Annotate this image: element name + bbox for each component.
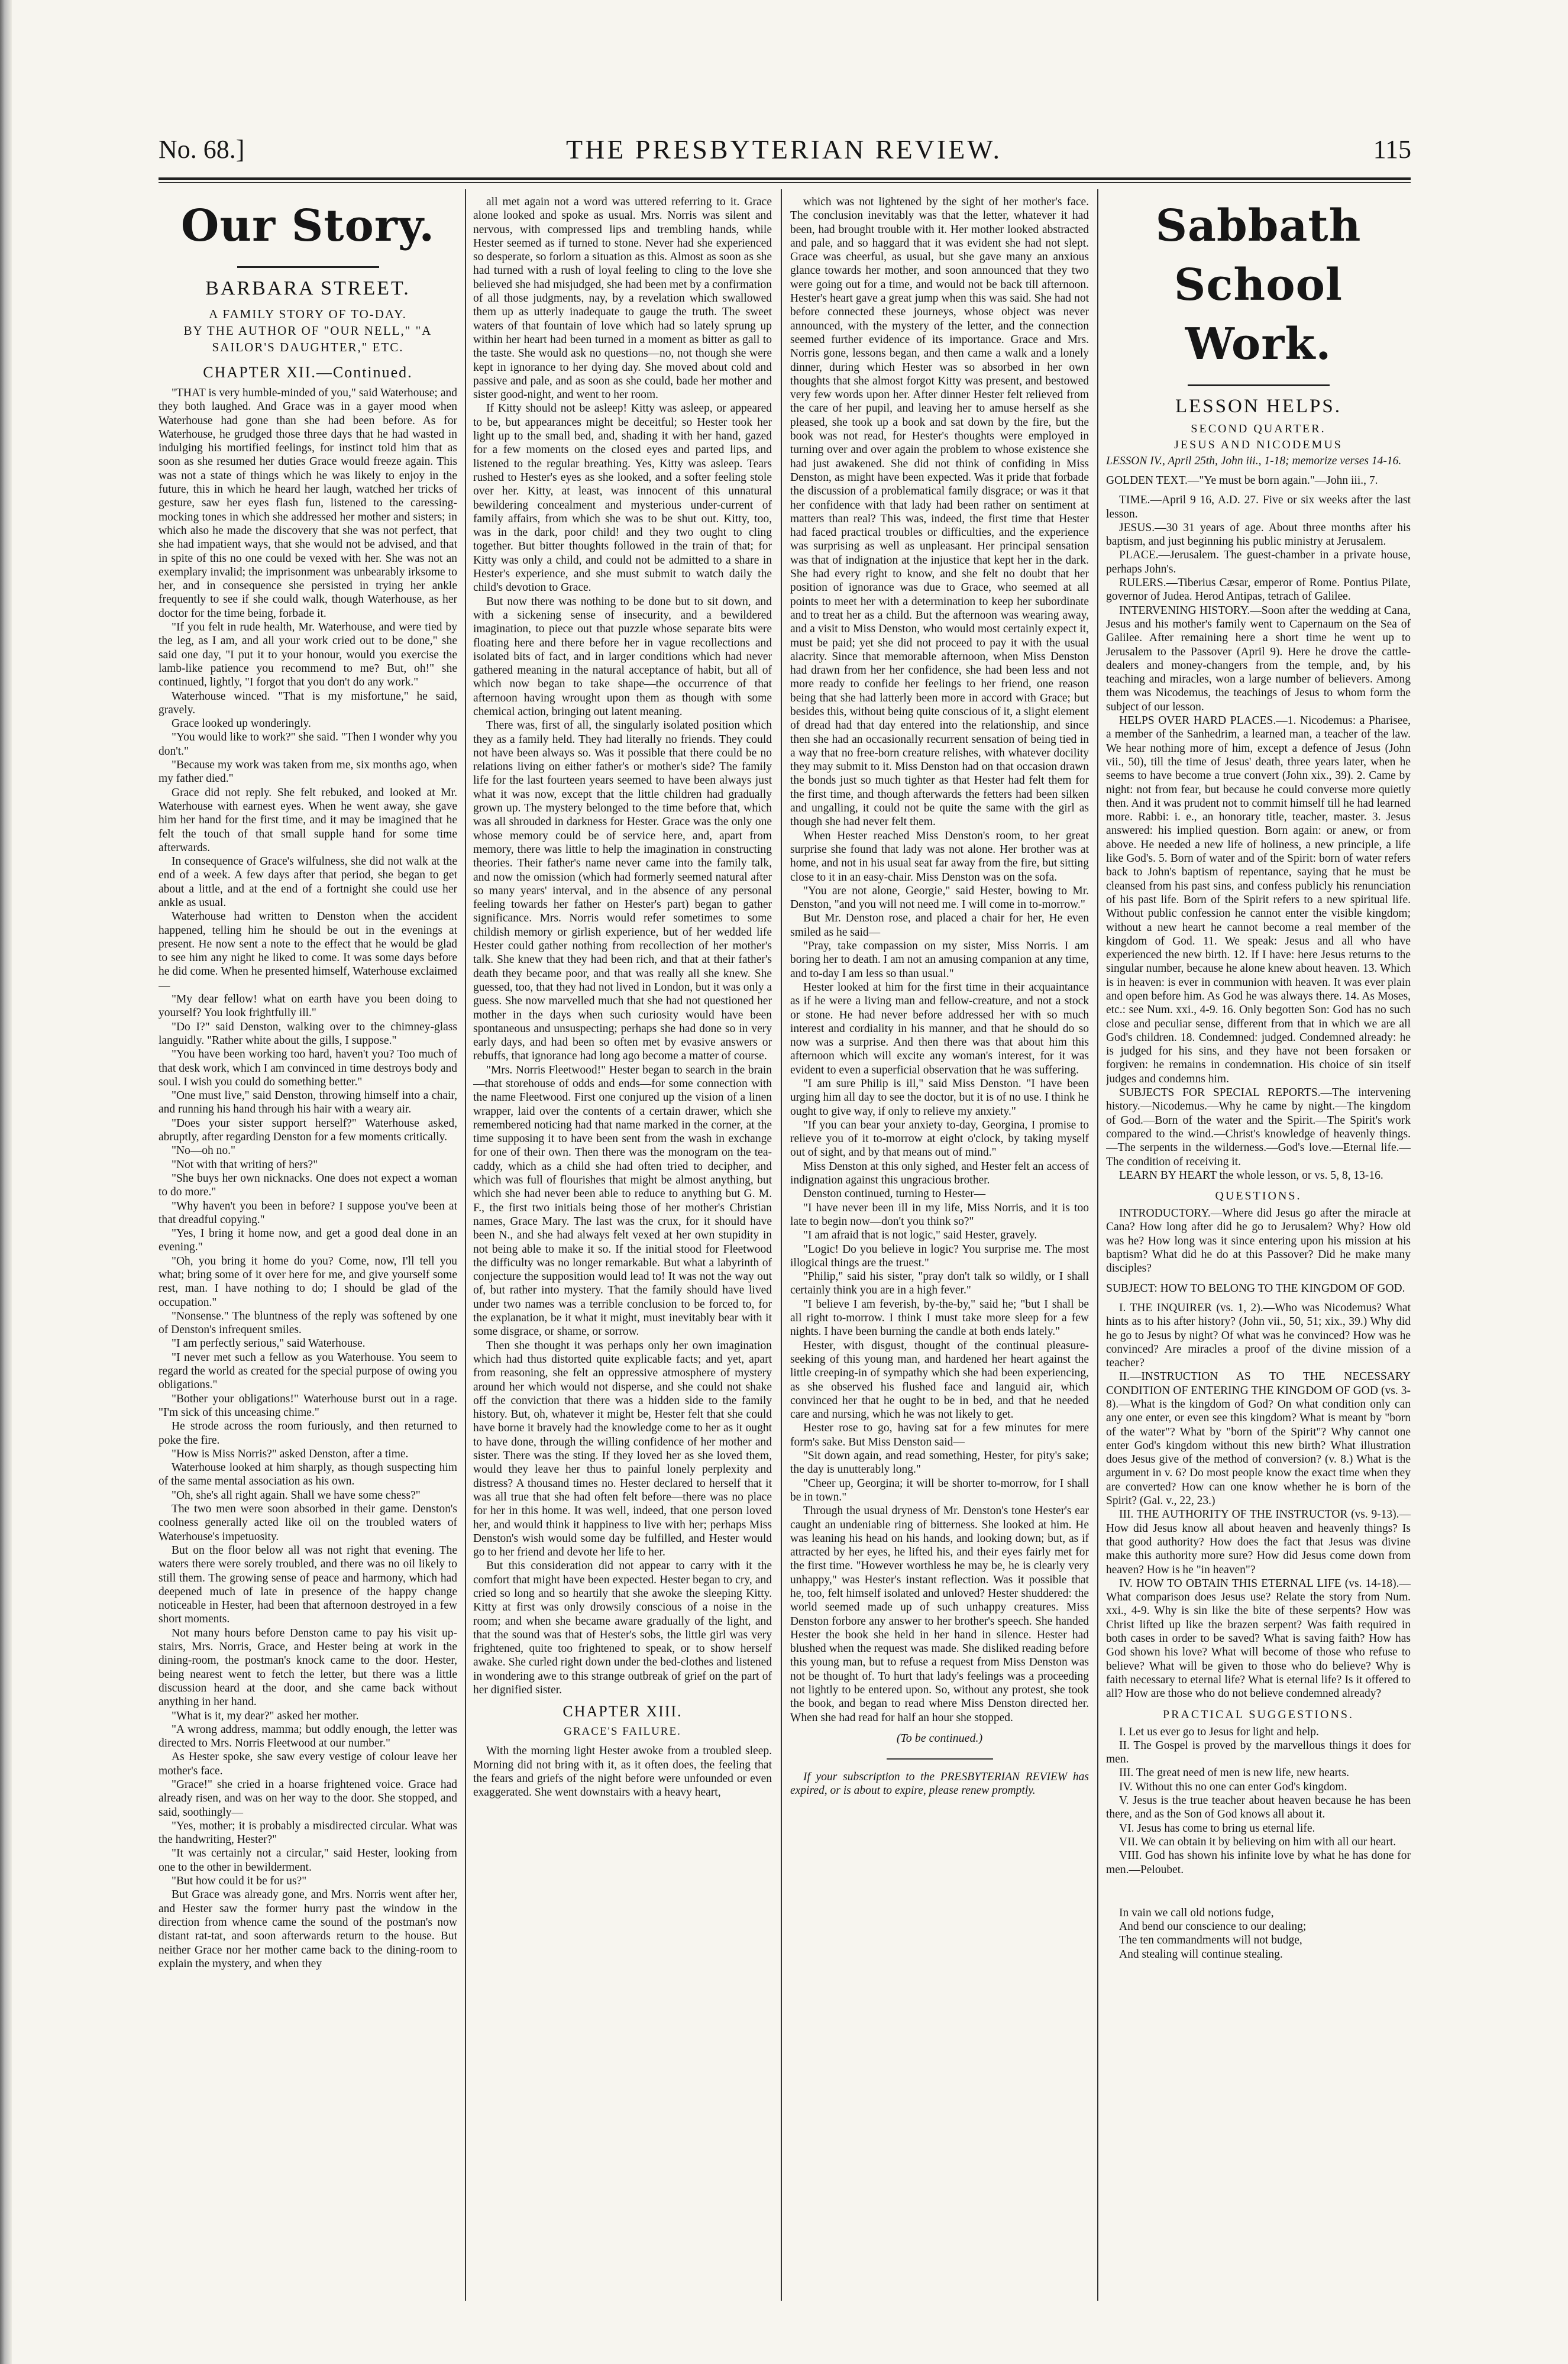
story-paragraph: "Philip," said his sister, "pray don't talk so wildly, or I shall certainly think you are in a high fever." — [790, 1270, 1089, 1297]
story-subtitle-line-1: A FAMILY STORY OF TO-DAY. — [209, 307, 407, 321]
column-3 — [790, 195, 1089, 2301]
column-2 — [473, 195, 772, 2301]
subject-body — [1106, 1301, 1411, 1701]
story-paragraph: "Sit down again, and read something, Hester, for pity's sake; the day is unutterably long." — [790, 1450, 1089, 1476]
story-paragraph: The two men were soon absorbed in their game. Denston's coolness generally acted like oil on the troubled waters of Waterhouse's impetuosity. — [159, 1503, 457, 1543]
suggestions-heading: PRACTICAL SUGGESTIONS. — [1162, 1707, 1354, 1721]
lesson-divider — [1188, 384, 1330, 386]
suggestion-item: IV. Without this no one can enter God's kingdom. — [1119, 1780, 1347, 1793]
suggestion-item: VI. Jesus has come to bring us eternal life. — [1119, 1822, 1315, 1835]
chapter-13-name: GRACE'S FAILURE. — [564, 1725, 681, 1738]
subject-paragraph: III. THE AUTHORITY OF THE INSTRUCTOR (vs. 9-13).—How did Jesus know all about heaven and heavenly things? Is that good authority? How does the fact that Jesus was divine make this authority more sure? How did Jesus come down from heaven? How is he "in heaven"? — [1106, 1508, 1411, 1576]
questions-body — [1106, 1207, 1411, 1275]
story-paragraph: Waterhouse winced. "That is my misfortune," he said, gravely. — [159, 690, 457, 716]
story-paragraph: Grace looked up wonderingly. — [172, 717, 311, 730]
story-paragraph: "Oh, she's all right again. Shall we have some chess?" — [172, 1489, 421, 1502]
story-paragraph: But Mr. Denston rose, and placed a chair for her, He even smiled as he said— — [790, 912, 1089, 939]
story-paragraph: But now there was nothing to be done but to sit down, and with a sickening sense of insecurity, and a bewildered imagination, to piece out that puzzle whose separate bits were floating here and there before her in vague recollections and isolated bits of fact, and in larger conditions which had never gathered meaning in the natural acceptance of habit, but all of which now began to take shape—the occurrence of that afternoon having wrought upon them as though with some chemical action, bringing out latent meaning. — [473, 595, 772, 718]
story-paragraph: Grace did not reply. She felt rebuked, and looked at Mr. Waterhouse with earnest eyes. When he went away, she gave him her hand for the first time, and it may be imagined that he felt the touch of that small supple hand for some time afterwards. — [159, 786, 457, 854]
column-1 — [159, 195, 457, 2301]
chapter-13-heading: CHAPTER XIII. — [562, 1703, 683, 1721]
story-paragraph: "I have never been ill in my life, Miss Norris, and it is too late to begin now—don't you think so?" — [790, 1201, 1089, 1228]
subject-heading: SUBJECT: HOW TO BELONG TO THE KINGDOM OF GOD. — [1106, 1282, 1405, 1295]
subject-paragraph: IV. HOW TO OBTAIN THIS ETERNAL LIFE (vs. 14-18).—What comparison does Jesus use? Relate the story from Num. xxi., 4-9. Why is sin like the bite of these serpents? How was Christ lifted up like the brazen serpent? Was faith required in both cases in order to be saved? What is saving faith? How has God shown his love? What will become of those who refuse to believe? What will be given to those who do believe? Why is faith necessary to eternal life? What is eternal life? Is it offered to all? How are those who do not believe condemned already? — [1106, 1577, 1411, 1700]
column-divider-3 — [1097, 189, 1098, 2301]
lesson-paragraph: JESUS.—30 31 years of age. About three months after his baptism, and just beginning his public ministry at Jerusalem. — [1106, 521, 1411, 548]
story-subtitle — [159, 306, 457, 355]
story-title: BARBARA STREET. — [205, 277, 410, 299]
story-paragraph: In consequence of Grace's wilfulness, she did not walk at the end of a week. A few days after that period, she began to get about a little, and at the end of a fortnight she could use her ankle as usual. — [159, 855, 457, 909]
publication-title: THE PRESBYTERIAN REVIEW. — [565, 134, 1002, 164]
header-rule-thin — [159, 182, 1411, 183]
story-paragraph: As Hester spoke, she saw every vestige of colour leave her mother's face. — [159, 1751, 457, 1777]
story-paragraph: "Yes, mother; it is probably a misdirected circular. What was the handwriting, Hester?" — [159, 1819, 457, 1846]
subscription-notice: If your subscription to the PRESBYTERIAN REVIEW has expired, or is about to expire, please renew promptly. — [790, 1770, 1089, 1797]
story-paragraph: "Why haven't you been in before? I suppose you've been at that dreadful copying." — [159, 1199, 457, 1226]
story-paragraph: "Logic! Do you believe in logic? You surprise me. The most illogical things are the truest." — [790, 1243, 1089, 1269]
question-paragraph: INTRODUCTORY.—Where did Jesus go after the miracle at Cana? How long after did he go to Jerusalem? Why? How old was he? How long was it since entering upon his mission at his baptism? What did he do at this Passover? Did he make many disciples? — [1106, 1207, 1411, 1275]
suggestion-item: II. The Gospel is proved by the marvellous things it does for men. — [1106, 1739, 1411, 1766]
story-paragraph: which was not lightened by the sight of her mother's face. The conclusion inevitably was that the letter, whatever it had been, had brought trouble with it. Her mother looked abstracted and pale, and so haggard that it was evident she had not slept. Grace was cheerful, as usual, but she gave many an anxious glance towards her mother, and soon announced that they two were going out for a time, and would not be back till afternoon. Hester's heart gave a great jump when this was said. She had not before connected these journeys, whose object was never announced, with the mystery of the letter, and the connection seemed further evidence of its importance. Grace and Mrs. Norris gone, lessons began, and then came a walk and a lonely dinner, during which Hester was so absorbed in her own thoughts that she almost forgot Kitty was present, and bestowed very few words upon her. After dinner Hester felt relieved from the care of her pupil, and leaving her to amuse herself as she pleased, she took up a book and sat down by the fire, but the book was not read, for Hester's thoughts were employed in turning over and over again the problem to whose existence she had just awakened. She did not think of confiding in Miss Denston, as might have been expected. Was it pride that forbade the discussion of a problematical family disgrace; or was it that her confidence with that lady had been rather on sentiment at matters than real? This was, indeed, the first time that Hester had faced practical troubles or difficulties, and the experience was surprising as well as unpleasant. Her principal sensation was that of indignation at the injustice that kept her in the dark. She had every right to know, and she felt no doubt that her position of ignorance was due to Grace, who seemed at all points to meet her with a determination to keep her subordinate and to treat her as a child. But the afternoon was wearing away, and a visit to Miss Denston, who would most certainly expect it, must be paid; yet she did not proceed to pay it with the usual alacrity. Since that memorable afternoon, when Miss Denston had drawn from her her confidence, she had been less and not more ready to confide her feelings to her friend, one reason being that she had latterly been more in accord with Grace; but besides this, without being quite conscious of it, a slight element of dread had that day entered into the relationship, and since then she had an occasionally recurrent sensation of being tied in a way that no free-born creature relishes, with whatever docility they may submit to it. Miss Denston had on that occasion drawn the bonds just so much tighter as that Hester had felt them for the first time, and though afterwards the fetters had been silken and ungalling, it could not be quite the same with the girl as though she had never felt them. — [790, 196, 1089, 829]
story-paragraph: Not many hours before Denston came to pay his visit up-stairs, Mrs. Norris, Grace, and Hester being at work in the dining-room, the postman's knock came to the door. Hester, being nearest went to fetch the letter, but there was a little discussion heard at the door, and she came back without anything in her hand. — [159, 1626, 457, 1709]
story-paragraph: Miss Denston at this only sighed, and Hester felt an access of indignation against this ungracious brother. — [790, 1160, 1089, 1187]
story-paragraph: When Hester reached Miss Denston's room, to her great surprise she found that lady was not alone. Her brother was at home, and not in his usual seat far away from the fire, but sitting close to it in an easy-chair. Miss Denston was on the sofa. — [790, 829, 1089, 884]
story-paragraph: "You are not alone, Georgie," said Hester, bowing to Mr. Denston, "and you will not need me. I will come in to-morrow." — [790, 884, 1089, 911]
story-paragraph: Hester looked at him for the first time in their acquaintance as if he were a living man and fellow-creature, and not a stock or stone. He had never before addressed her with so much interest and cordiality in his manner, and that he should do so now was a surprise. And then there was that about him this afternoon which will excite any woman's interest, for it was evident to even a superficial observation that he was suffering. — [790, 981, 1089, 1076]
lesson-paragraph: SUBJECTS FOR SPECIAL REPORTS.—The intervening history.—Nicodemus.—Why he came by night.—The kingdom of God.—Born of the water and the Spirit.—The Spirit's work compared to the wind.—Christ's knowledge of heavenly things.—The serpents in the wilderness.—God's love.—Eternal life.—The condition of receiving it. — [1106, 1086, 1411, 1168]
lesson-paragraph: PLACE.—Jerusalem. The guest-chamber in a private house, perhaps John's. — [1106, 549, 1411, 575]
lesson-quarter: SECOND QUARTER. — [1191, 422, 1326, 435]
scan-edge — [0, 0, 12, 2364]
suggestion-item: VII. We can obtain it by believing on him with all our heart. — [1119, 1835, 1396, 1848]
story-paragraph: "How is Miss Norris?" asked Denston, after a time. — [172, 1447, 409, 1460]
poem-line: The ten commandments will not budge, — [1119, 1934, 1302, 1947]
issue-number: No. 68.] — [159, 135, 245, 164]
story-paragraph: "One must live," said Denston, throwing himself into a chair, and running his hand through his hair with a weary air. — [159, 1089, 457, 1116]
chapter-heading: CHAPTER XII.—Continued. — [203, 364, 413, 381]
lesson-paragraph: RULERS.—Tiberius Cæsar, emperor of Rome. Pontius Pilate, governor of Judea. Herod Antipas, tetrach of Galilee. — [1106, 577, 1411, 603]
story-paragraph: "Bother your obligations!" Waterhouse burst out in a rage. "I'm sick of this unceasing chime." — [159, 1392, 457, 1419]
suggestion-item: V. Jesus is the true teacher about heaven because he has been there, and as the Son of God knows all about it. — [1106, 1794, 1411, 1821]
section-divider — [237, 266, 379, 268]
closing-poem — [1106, 1906, 1411, 1961]
story-paragraph: Through the usual dryness of Mr. Denston's tone Hester's ear caught an undeniable ring of bitterness. She looked at him. He was leaning his head on his hands, and looking down; but, as if attracted by her eyes, he lifted his, and their eyes fairly met for the first time. "However worthless he may be, he is clearly very unhappy," was Hester's instant reflection. Was it possible that he, too, felt himself isolated and unloved? Hester shuddered: the world seemed made up of such unhappy creatures. Miss Denston forbore any answer to her brother's speech. She handed Hester the book she held in her hand in silence. Hester had blushed when the request was made. She disliked reading before this young man, but to refuse a request from Miss Denston was not be thought of. To hurt that lady's feelings was a proceeding not lightly to be entered upon. So, without any protest, she took the book, and began to read where Miss Denston directed her. When she had read for half an hour she stopped. — [790, 1505, 1089, 1724]
story-paragraph: Denston continued, turning to Hester— — [803, 1188, 986, 1201]
story-paragraph: all met again not a word was uttered referring to it. Grace alone looked and spoke as usual. Mrs. Norris was silent and nervous, with compressed lips and trembling hands, while Hester seemed as if turned to stone. Never had she experienced so desperate, so forlorn a situation as this. Almost as soon as she had turned with a rush of loyal feeling to cling to the love she believed she had misjudged, she had been met by a confirmation of all those judgments, nay, by a revelation which swallowed them up as utterly inadequate to gauge the truth. The sweet waters of that fountain of love which had so lately sprung up within her heart had been turned in a moment as bitter as gall to the taste. She would ask no questions—no, not though she were kept in ignorance to her dying day. She moved about cold and passive and pale, and as soon as she could, bade her mother and sister good-night, and went to her room. — [473, 196, 772, 402]
story-paragraph: "Because my work was taken from me, six months ago, when my father died." — [159, 759, 457, 785]
story-paragraph: But this consideration did not appear to carry with it the comfort that might have been expected. Hester began to cry, and cried so long and so heartily that she awoke the sleeping Kitty. Kitty at first was only drowsily conscious of a noise in the room; and when she became aware gradually of the light, and that the sound was that of Hester's sobs, the little girl was very frightened, quite too frightened to speak, or to show herself awake. She curled right down under the bed-clothes and listened in wondering awe to this strange outbreak of grief on the part of her dignified sister. — [473, 1560, 772, 1697]
lesson-reference: LESSON IV., April 25th, John iii., 1-18; memorize verses 14-16. — [1106, 455, 1402, 467]
lesson-section-title: Sabbath School Work. — [1155, 200, 1362, 370]
story-paragraph: "Grace!" she cried in a hoarse frightened voice. Grace had already risen, and was on her way to the door. She stopped, and said, soothingly— — [159, 1778, 457, 1819]
story-paragraph: "Yes, I bring it home now, and get a good deal done in an evening." — [159, 1227, 457, 1254]
story-paragraph: "You would like to work?" she said. "Then I wonder why you don't." — [159, 731, 457, 758]
lesson-paragraph: HELPS OVER HARD PLACES.—1. Nicodemus: a Pharisee, a member of the Sanhedrim, a learned man, a teacher of the law. We hear nothing more of him, except a defence of Jesus (John vii., 50), till the time of Jesus' death, three years later, when he seems to have become a true convert (John xix., 39). 2. Came by night: not from fear, but because he could converse more quietly then. And it was prudent not to commit himself till he had learned more. Rabbi: i. e., an honorary title, teacher, master. 3. Jesus answered: his implied question. Born again: or anew, or from above. He needed a new life of holiness, a new principle, a life like God's. 5. Born of water and of the Spirit: born of water refers back to John's baptism of repentance, saying that he must be cleansed from his past sins, and confess publicly his renunciation of his past life. Born of the Spirit refers to a new spiritual life. Without public confession he cannot enter the visible kingdom; without a new heart he cannot become a real member of the kingdom of God. 11. We speak: Jesus and all who have experienced the new birth. 12. If I have: here Jesus returns to the singular number, because he alone knew about heaven. 13. Which is in heaven: is ever in communion with heaven. It was ever plain and open before him. As God he was always there. 14. As Moses, etc.: see Num. xxi., 4-9. 16. Only begotten Son: God has no such close and peculiar sense, different from that in which we are all God's children. 18. Condemned: judged. Condemned already: he is judged for his sins, and they have not been forsaken or forgiven: he remains in condemnation. His choice of sin itself judges and condemns him. — [1106, 714, 1411, 1085]
suggestion-item: III. The great need of men is new life, new hearts. — [1119, 1767, 1349, 1780]
story-paragraph: "THAT is very humble-minded of you," said Waterhouse; and they both laughed. And Grace was in a gayer mood when Waterhouse had gone than she had been before. As for Waterhouse, he grudged those three days that he had wasted in indulging his mortified feelings, for instinct told him that as soon as she resumed her duties Grace would freeze again. This was not a state of things which he was likely to enjoy in the future, this in which he heard her laugh, watched her tricks of gesture, saw her eyes flash fun, listened to the caressing-mocking tones in which she addressed her mother and sisters; in which also he made the discovery that she was not perfect, that she had impatient ways, that she would not be advised, and that in spite of this no one could be vexed with her. She was not an exemplary invalid; the imprisonment was unbearably irksome to her, and in consequence she persisted in trying her ankle frequently to see if she could walk, though Waterhouse, as her doctor for the time being, forbade it. — [159, 387, 457, 620]
story-paragraph: "I believe I am feverish, by-the-by," said he; "but I shall be all right to-morrow. I think I must take more sleep for a few nights. I have been burning the candle at both ends lately." — [790, 1298, 1089, 1338]
story-paragraph: "I am perfectly serious," said Waterhouse. — [172, 1337, 366, 1350]
notice-divider — [887, 1758, 993, 1760]
story-paragraph: "If you felt in rude health, Mr. Waterhouse, and were tied by the leg, as I am, and all your work cried out to be done," she said one day, "I put it to your honour, would you exercise the lamb-like patience you recommend to me? But, oh!" she continued, lightly, "I forgot that you don't do any work." — [159, 621, 457, 689]
story-subtitle-line-2: BY THE AUTHOR OF "OUR NELL," "A SAILOR'S DAUGHTER," ETC. — [183, 324, 432, 354]
questions-heading: QUESTIONS. — [1215, 1189, 1302, 1203]
story-paragraph: "Mrs. Norris Fleetwood!" Hester began to search in the brain—that storehouse of odds and ends—for some connection with the name Fleetwood. First one conjured up the vision of a linen wrapper, laid over the contents of a certain drawer, which she remembered noticing had that name marked in the corner, at the time supposing it to have been sent from the wash in exchange for one of their own. Then there was the monogram on the tea-caddy, which as a child she had often tried to decipher, and which was full of flourishes that might be almost anything, but which she had never been able to reduce to anything but G. M. F., the first two initials being those of her mother's Christian names, Grace Mary. The last was the crux, for it should have been N., and she had always felt vexed at her own stupidity in not being able to make it so. If the initial stood for Fleetwood the difficulty was no longer remarkable. But what a labyrinth of conjecture the supposition would lead to! It was not the way out of, but rather into mystery. That the family should have lived under two names was a terrible conclusion to be forced to, for the explanation, be it what it might, must inevitably bear with it some disgrace, or shame, or sorrow. — [473, 1063, 772, 1338]
story-paragraph: There was, first of all, the singularly isolated position which they as a family held. They had literally no friends. They could not have been always so. Was it possible that there could be no relations living on either father's or mother's side? The family life for the last fourteen years seemed to have been always just what it was now, except that the little children had gradually grown up. The mystery belonged to the time before that, which was all shrouded in darkness for Hester. Grace was the only one whose memory could be of service here, and, apart from memory, there was little to help the imagination in constructing theories. Their father's name never came into the family talk, and now the omission (which had formerly seemed natural after so many years' interval, and in the absence of any personal feeling towards her father on Hester's part) began to gather significance. Mrs. Norris would refer sometimes to some childish memory or girlish experience, but of her wedded life Hester could gather nothing from recollection of her mother's talk. She knew that they had been rich, and that at their father's death they became poor, and that was really all she knew. She guessed, too, that they had not lived in London, but it was only a guess. She now marvelled much that she had not questioned her mother in the days when such curiosity would have been spontaneous and unsuspecting; perhaps she had done so in very early days, and had been so often met by evasive answers or rebuffs, that ignorance had long ago become a matter of course. — [473, 719, 772, 1063]
column-divider-1 — [465, 189, 466, 2301]
story-section-title: Our Story. — [180, 200, 435, 251]
story-paragraph: Waterhouse looked at him sharply, as though suspecting him of the same mental association as his own. — [159, 1461, 457, 1488]
story-paragraph: "Cheer up, Georgina; it will be shorter to-morrow, for I shall be in town." — [790, 1477, 1089, 1503]
poem-line: And bend our conscience to our dealing; — [1119, 1920, 1307, 1933]
story-paragraph: With the morning light Hester awoke from a troubled sleep. Morning did not bring with it, as it often does, the feeling that the fears and griefs of the night before were unfounded or even exaggerated. She went downstairs with a heavy heart, — [473, 1745, 772, 1799]
story-paragraph: "If you can bear your anxiety to-day, Georgina, I promise to relieve you of it to-morrow at eight o'clock, by taking myself out of sight, and by that means out of mind." — [790, 1118, 1089, 1159]
story-paragraph: "I never met such a fellow as you Waterhouse. You seem to regard the world as created for the special purpose of owing you obligations." — [159, 1351, 457, 1392]
story-paragraph: "What is it, my dear?" asked her mother. — [172, 1709, 359, 1722]
story-paragraph: "I am sure Philip is ill," said Miss Denston. "I have been urging him all day to see the doctor, but it is of no use. I think he ought to give way, if only to relieve my anxiety." — [790, 1078, 1089, 1118]
column-divider-2 — [781, 189, 782, 2301]
story-paragraph: "Does your sister support herself?" Waterhouse asked, abruptly, after regarding Denston for a few moments critically. — [159, 1117, 457, 1144]
story-paragraph: "She buys her own nicknacks. One does not expect a woman to do more." — [159, 1172, 457, 1199]
subject-paragraph: II.—INSTRUCTION AS TO THE NECESSARY CONDITION OF ENTERING THE KINGDOM OF GOD (vs. 3-8).—What is the kingdom of God? On what condition only can any one enter, or even see this kingdom? What is meant by "born of the water"? What by "born of the Spirit"? Why cannot one enter God's kingdom without this new birth? What illustration does Jesus give of the method of conversion? (v. 8.) What is the argument in v. 6? Do most people know the exact time when they are converted? How can one know whether he is born of the Spirit? (Gal. v., 22, 23.) — [1106, 1370, 1411, 1508]
story-paragraph: "Nonsense." The bluntness of the reply was softened by one of Denston's infrequent smiles. — [159, 1309, 457, 1337]
story-paragraph: "My dear fellow! what on earth have you been doing to yourself? You look frightfully ill." — [159, 993, 457, 1020]
suggestions-body — [1106, 1725, 1411, 1877]
story-paragraph: "It was certainly not a circular," said Hester, looking from one to the other in bewilderment. — [159, 1847, 457, 1874]
suggestion-item: I. Let us ever go to Jesus for light and help. — [1119, 1725, 1319, 1738]
suggestion-item: VIII. God has shown his infinite love by what he has done for men.—Peloubet. — [1106, 1849, 1411, 1876]
lesson-body — [1106, 493, 1411, 1182]
to-be-continued: (To be continued.) — [896, 1731, 983, 1745]
story-paragraph: "Oh, you bring it home do you? Come, now, I'll tell you what; bring some of it over here for me, and give yourself some rest, man. I have nothing to do; I should be glad of the occupation." — [159, 1254, 457, 1309]
lesson-topic: JESUS AND NICODEMUS — [1174, 438, 1343, 451]
story-paragraph: Waterhouse had written to Denston when the accident happened, telling him he should be out in the evenings at present. He now sent a note to the effect that he would be glad to see him any night he liked to come. It was some days before he did come. When he presented himself, Waterhouse exclaimed— — [159, 910, 457, 992]
story-paragraph: But on the floor below all was not right that evening. The waters there were sorely troubled, and there was no oil likely to still them. The growing sense of peace and harmony, which had deepened much of late in presence of the happy change noticeable in Hester, had been that afternoon destroyed in a few short moments. — [159, 1544, 457, 1626]
lesson-heading: LESSON HELPS. — [1175, 396, 1342, 417]
story-paragraph: Hester rose to go, having sat for a few minutes for mere form's sake. But Miss Denston said— — [790, 1422, 1089, 1448]
story-paragraph: "Do I?" said Denston, walking over to the chimney-glass languidly. "Rather white about the gills, I suppose." — [159, 1020, 457, 1047]
golden-text: GOLDEN TEXT.—"Ye must be born again."—John iii., 7. — [1106, 474, 1378, 487]
story-paragraph: Hester, with disgust, thought of the continual pleasure-seeking of this young man, and hardened her heart against the little creeping-in of sympathy which she had been experiencing, as she observed his flushed face and languid air, which convinced her that he ought to be in bed, and that he needed care and nursing, which he was not likely to get. — [790, 1339, 1089, 1421]
lesson-paragraph: INTERVENING HISTORY.—Soon after the wedding at Cana, Jesus and his mother's family went to Capernaum on the Sea of Galilee. After remaining here a short time he went up to Jerusalem to the Passover (April 9). Here he drove the cattle-dealers and money-changers from the temple, and, by his teaching and miracles, won a large number of believers. Among them was Nicodemus, the teachings of Jesus to whom form the subject of our lesson. — [1106, 604, 1411, 713]
chapter-13-body — [473, 1744, 772, 1799]
subject-paragraph: I. THE INQUIRER (vs. 1, 2).—Who was Nicodemus? What hints as to his after history? (John vii., 50, 51; xix., 39.) Why did he go to Jesus by night? Of what was he convinced? How was he convinced? Are miracles a proof of the divine mission of a teacher? — [1106, 1301, 1411, 1370]
poem-line: In vain we call old notions fudge, — [1119, 1906, 1274, 1919]
story-paragraph: "You have been working too hard, haven't you? Too much of that desk work, which I am convinced in time destroys body and soul. I wish you could do something better." — [159, 1048, 457, 1088]
header-rule — [159, 177, 1411, 180]
story-paragraph: "Not with that writing of hers?" — [172, 1158, 318, 1171]
page-number: 115 — [1373, 135, 1411, 164]
story-paragraph: Then she thought it was perhaps only her own imagination which had thus distorted quite explicable facts; and yet, apart from reasoning, she felt an oppressive atmosphere of mystery around her which would not disperse, and she could not shake off the conviction that there was a hidden side to the family history. But, oh, whatever it might be, Hester felt that she could have borne it bravely had the knowledge come to her as it ought to have done, through the willing confidence of her mother and sister. There was the sting. If they loved her as she loved them, would they leave her thus to painful lonely perplexity and distress? A thousand times no. Hester declared to herself that it was all true that she had often felt before—there was no place for her in this home. It was well, indeed, that one person loved her, and would think it happiness to live with her; perhaps Miss Denston's wish would some day be fulfilled, and Hester would go to her friend and devote her life to her. — [473, 1339, 772, 1559]
story-paragraph: "I am afraid that is not logic," said Hester, gravely. — [803, 1229, 1037, 1242]
column-4 — [1106, 195, 1411, 2301]
story-paragraph: If Kitty should not be asleep! Kitty was asleep, or appeared to be, but appearances might be deceitful; so Hester took her light up to the small bed, and, shading it with her hand, gazed for a few moments on the closed eyes and parted lips, and listened to the regular breathing. Yes, Kitty was asleep. Tears rushed to Hester's eyes as she looked, and a softer feeling stole over her. Kitty, at least, was innocent of this unnatural bewildering concealment and mysterious under-current of family affairs, from which she was to be shut out. Kitty, too, was in the dark, poor child! and they two ought to cling together. But bitter thoughts followed in the train of that; for Kitty was only a child, and could not be admitted to a share in Hester's experience, and she must submit to watch daily the child's devotion to Grace. — [473, 402, 772, 594]
story-paragraph: "Pray, take compassion on my sister, Miss Norris. I am boring her to death. I am not an amusing companion at any time, and to-day I am less so than usual." — [790, 940, 1089, 980]
column-3-body — [790, 195, 1089, 1725]
story-paragraph: He strode across the room furiously, and then returned to poke the fire. — [159, 1420, 457, 1447]
column-1-body — [159, 386, 457, 1971]
column-2-body — [473, 195, 772, 1697]
story-paragraph: "But how could it be for us?" — [172, 1875, 307, 1888]
poem-line: And stealing will continue stealing. — [1119, 1948, 1283, 1961]
lesson-paragraph: TIME.—April 9 16, A.D. 27. Five or six weeks after the last lesson. — [1106, 494, 1411, 520]
story-paragraph: But Grace was already gone, and Mrs. Norris went after her, and Hester saw the former hurry past the window in the direction from whence came the sound of the postman's now distant rat-tat, and soon afterwards return to the house. But neither Grace nor her mother came back to the dining-room to explain the mystery, and when they — [159, 1888, 457, 1970]
story-paragraph: "No—oh no." — [172, 1144, 236, 1157]
lesson-paragraph: LEARN BY HEART the whole lesson, or vs. 5, 8, 13-16. — [1119, 1169, 1383, 1182]
story-paragraph: "A wrong address, mamma; but oddly enough, the letter was directed to Mrs. Norris Fleetwood at our number." — [159, 1723, 457, 1750]
